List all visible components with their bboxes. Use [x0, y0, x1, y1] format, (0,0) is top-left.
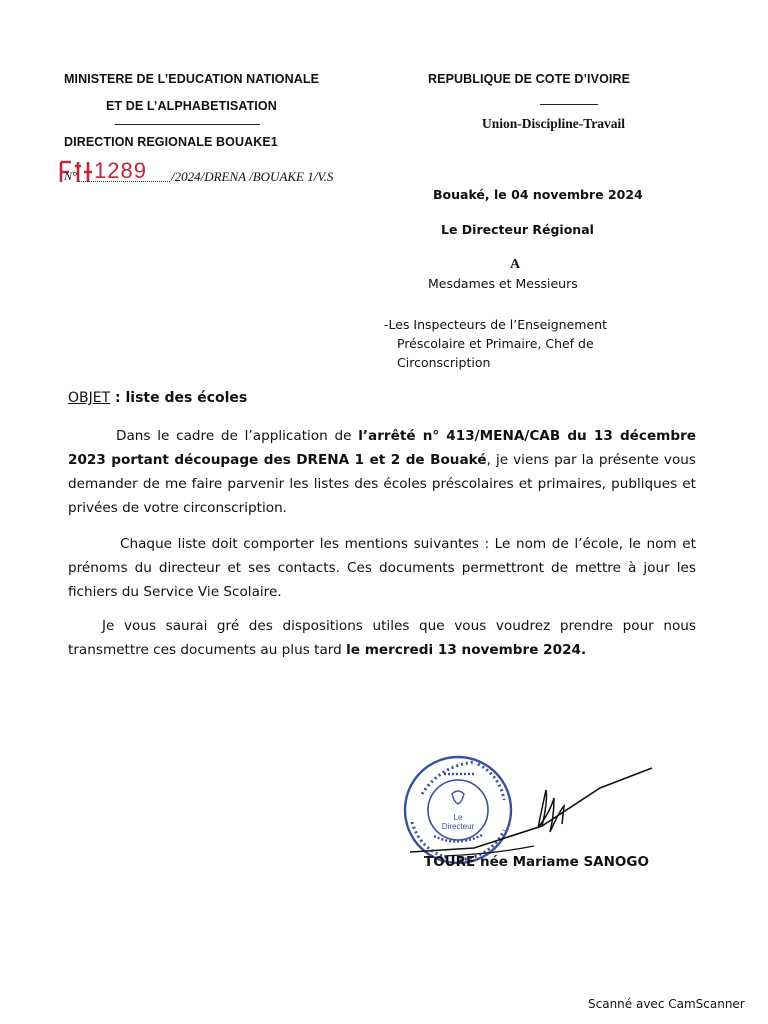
ministry-name-line1: MINISTERE DE L’EDUCATION NATIONALE — [64, 72, 320, 86]
place-date: Bouaké, le 04 novembre 2024 — [433, 187, 643, 202]
scanner-watermark: Scanné avec CamScanner — [588, 997, 745, 1011]
subject-line — [68, 390, 247, 406]
signatory-name: TOURE née Mariame SANOGO — [424, 854, 649, 870]
reference-line — [58, 158, 378, 188]
paragraph-1-decree: l’arrêté n° 413/MENA/CAB du 13 décembre 2023 portant découpage des DRENA 1 et 2 de Bouaké — [68, 428, 696, 468]
header-divider-left — [115, 124, 260, 125]
recipients-line1: -Les Inspecteurs de l’Enseignement — [384, 317, 607, 332]
svg-text:Le: Le — [453, 813, 463, 822]
recipients-line3: Circonscription — [397, 355, 491, 370]
ministry-name-line2: ET DE L’ALPHABETISATION — [106, 99, 277, 113]
header-divider-right — [540, 104, 598, 105]
svg-text:Directeur: Directeur — [441, 822, 475, 831]
sender-title: Le Directeur Régional — [441, 222, 594, 237]
paragraph-2: Chaque liste doit comporter les mentions suivantes : Le nom de l’école, le nom et prénoms du directeur et ses contacts. Ces documents permettront de mettre à jour les fichiers du Service Vie Scolaire. — [68, 536, 696, 600]
recipients-block — [384, 315, 607, 372]
subject-text: : liste des écoles — [110, 390, 248, 406]
recipients-line2: Préscolaire et Primaire, Chef de — [397, 336, 594, 351]
paragraph-3-text: Je vous saurai gré des dispositions utiles que vous voudrez prendre pour nous transmettre ces documents au plus tard — [68, 618, 696, 658]
paragraph-3-deadline: le mercredi 13 novembre 2024. — [346, 642, 587, 658]
paragraph-3 — [68, 614, 696, 662]
regional-direction: DIRECTION REGIONALE BOUAKE1 — [64, 135, 278, 149]
paragraph-1-intro: Dans le cadre de l’application de — [116, 428, 359, 444]
paragraph-1 — [68, 424, 696, 520]
reference-suffix: /2024/DRENA /BOUAKE 1/V.S — [171, 169, 334, 184]
addressee-audience: Mesdames et Messieurs — [428, 276, 578, 291]
addressee-a: A — [510, 257, 521, 272]
national-motto: Union-Discipline-Travail — [482, 116, 626, 131]
republic-name: REPUBLIQUE DE COTE D’IVOIRE — [428, 72, 631, 86]
subject-label: OBJET — [68, 390, 111, 406]
reference-number-stamp: 1289 — [94, 158, 147, 183]
reference-prefix: N° — [64, 169, 77, 183]
paragraph-1-request: , je viens par la présente vous demander de me faire parvenir les listes des écoles préscolaires et primaires, publiques et privées de votre circonscription. — [68, 452, 696, 516]
